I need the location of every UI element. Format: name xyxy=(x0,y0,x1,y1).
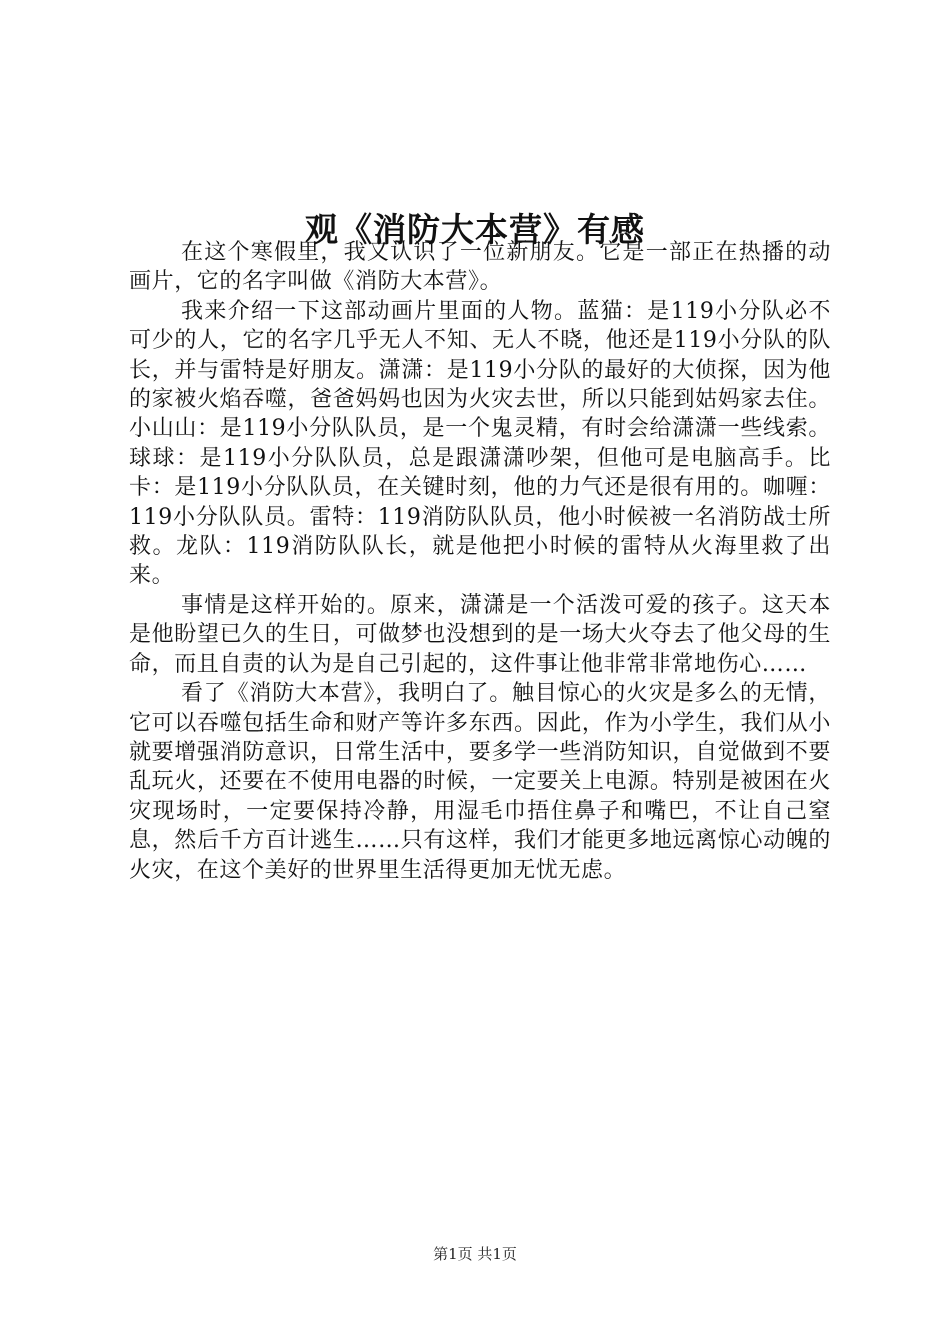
paragraph-reflection: 看了《消防大本营》，我明白了。触目惊心的火灾是多么的无情，它可以吞噬包括生命和财产等许多东西。因此，作为小学生，我们从小就要增强消防意识，日常生活中，要多学一些消防知识，自觉做到不要乱玩火，还要在不使用电器的时候，一定要关上电源。特别是被困在火灾现场时，一定要保持冷静，用湿毛巾捂住鼻子和嘴巴，不让自己窒息，然后千方百计逃生……只有这样，我们才能更多地远离惊心动魄的火灾，在这个美好的世界里生活得更加无忧无虑。 xyxy=(129,681,831,883)
paragraph-characters: 我来介绍一下这部动画片里面的人物。蓝猫：是119小分队必不可少的人，它的名字几乎无人不知、无人不晓，他还是119小分队的队长，并与雷特是好朋友。潇潇：是119小分队的最好的大侦探，因为他的家被火焰吞噬，爸爸妈妈也因为火灾去世，所以只能到姑妈家去住。小山山：是119小分队队员，是一个鬼灵精，有时会给潇潇一些线索。球球：是119小分队队员，总是跟潇潇吵架，但他可是电脑高手。比卡：是119小分队队员，在关键时刻，他的力气还是很有用的。咖喱：119小分队队员。雷特：119消防队队员，他小时候被一名消防战士所救。龙队：119消防队队长，就是他把小时候的雷特从火海里救了出来。 xyxy=(129,298,831,589)
paragraph-story: 事情是这样开始的。原来，潇潇是一个活泼可爱的孩子。这天本是他盼望已久的生日，可做梦也没想到的是一场大火夺去了他父母的生命，而且自责的认为是自己引起的，这件事让他非常非常地伤心…… xyxy=(129,592,831,677)
paragraph-intro: 在这个寒假里，我又认识了一位新朋友。它是一部正在热播的动画片，它的名字叫做《消防大本营》。 xyxy=(129,240,831,295)
document-body xyxy=(129,238,831,885)
document-title: 观《消防大本营》有感 xyxy=(305,210,645,250)
page-footer: 第1页 共1页 xyxy=(433,1245,517,1263)
